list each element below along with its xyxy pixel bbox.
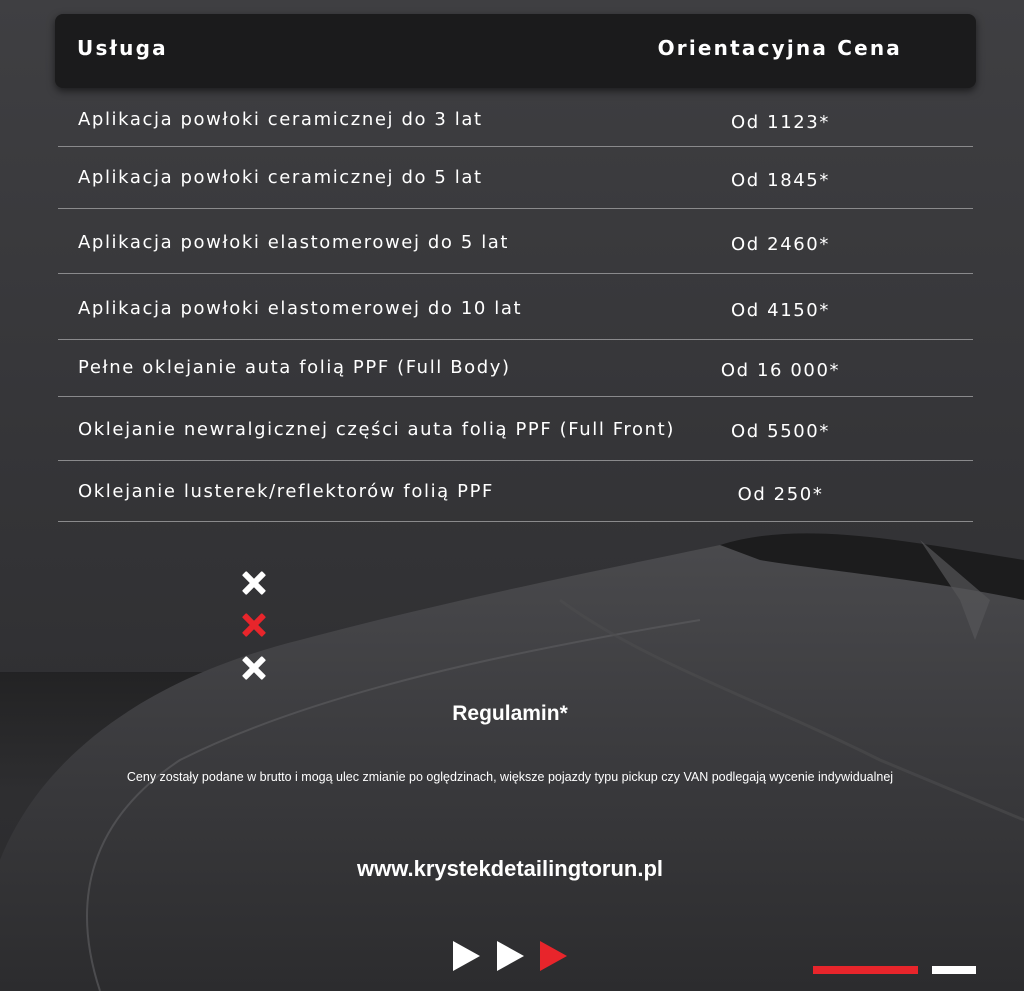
website-link[interactable]: www.krystekdetailingtorun.pl [356,856,663,881]
service-price: Od 1123* [731,112,830,133]
close-icon [241,612,267,638]
service-name: Oklejanie newralgicznej części auta folią PPF (Full Front) [78,419,675,440]
service-price: Od 5500* [731,421,830,442]
regulamin-text: Ceny zostały podane w brutto i mogą ulec zmianie po oględzinach, większe pojazdy typu pickup czy VAN podlegają wycenie indywidualnej [126,770,894,784]
table-row [58,397,973,461]
service-price: Od 1845* [731,170,830,191]
service-price: Od 250* [737,484,824,505]
table-header [55,14,976,88]
slide-indicator[interactable] [932,966,976,974]
column-header-price: Orientacyjna Cena [657,36,902,60]
service-name: Aplikacja powłoki ceramicznej do 3 lat [78,109,483,130]
service-name: Pełne oklejanie auta folią PPF (Full Body) [78,357,511,378]
service-name: Oklejanie lusterek/reflektorów folią PPF [78,481,495,502]
column-header-service: Usługa [77,36,168,60]
play-arrow-icon[interactable] [540,941,567,971]
play-arrow-icon[interactable] [453,941,480,971]
regulamin-title: Regulamin* [452,702,568,725]
table-row [58,461,973,522]
table-row [58,209,973,274]
slide-indicator-active[interactable] [813,966,918,974]
service-price: Od 2460* [731,234,830,255]
service-name: Aplikacja powłoki ceramicznej do 5 lat [78,167,483,188]
table-row [58,88,973,147]
service-name: Aplikacja powłoki elastomerowej do 10 lat [78,298,523,319]
close-icon [241,655,267,681]
table-row [58,340,973,397]
play-arrow-icon[interactable] [497,941,524,971]
table-row [58,147,973,209]
service-price: Od 4150* [731,300,830,321]
service-name: Aplikacja powłoki elastomerowej do 5 lat [78,232,510,253]
table-row [58,274,973,340]
close-icon [241,570,267,596]
service-price: Od 16 000* [720,360,841,381]
